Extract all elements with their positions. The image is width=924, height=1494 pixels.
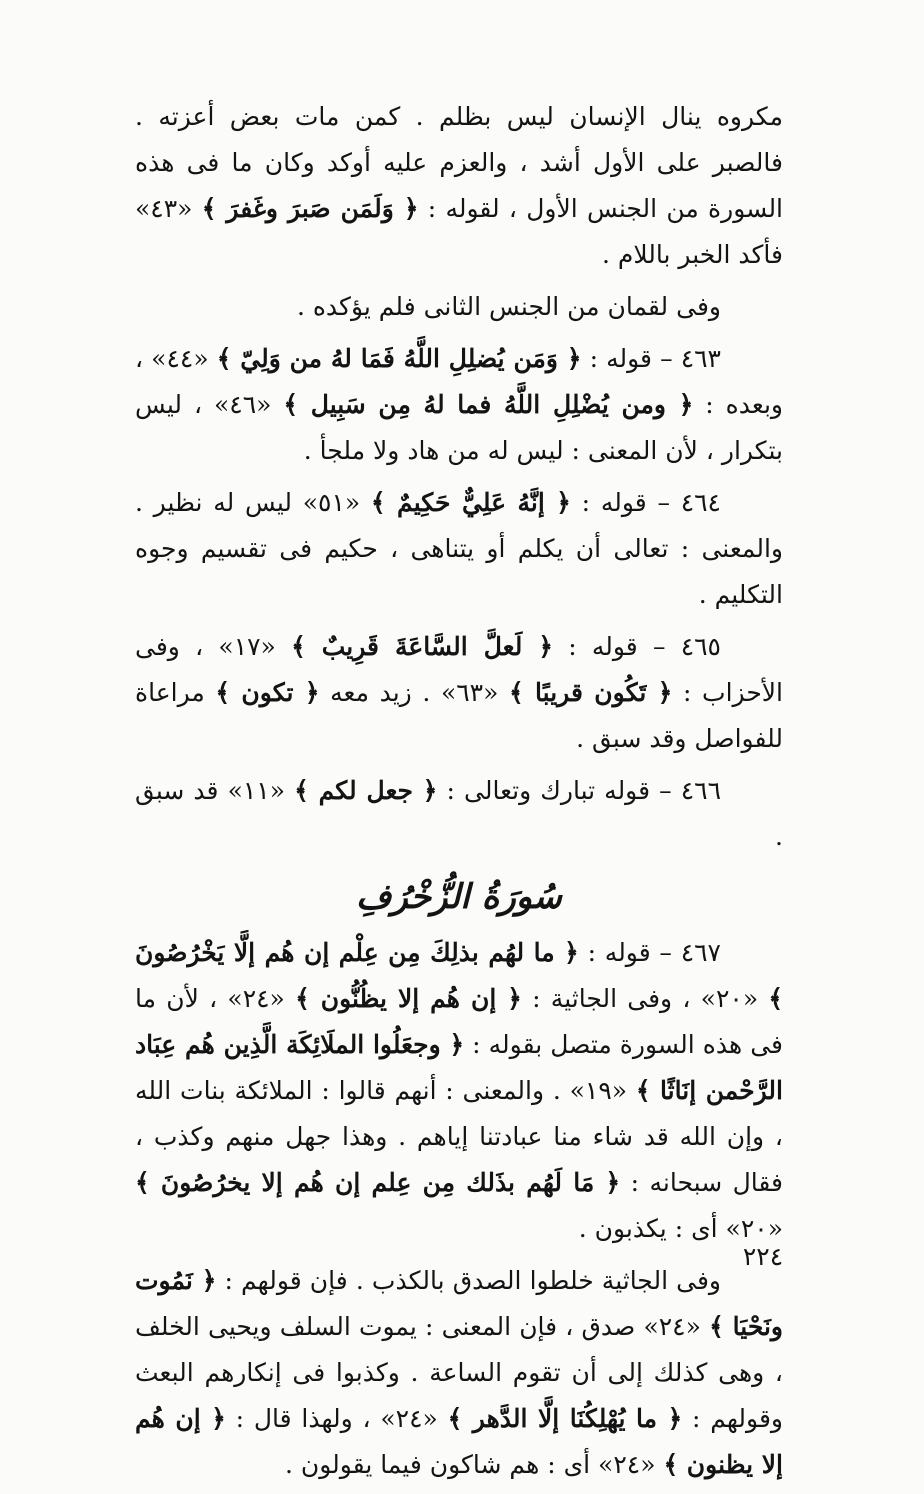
text-run: «٢٤» ، لأن ما فى هذه السورة متصل بقوله : — [135, 984, 783, 1059]
paragraph — [135, 768, 783, 860]
text-run: «١٧» ، وفى الأحزاب : — [135, 632, 783, 707]
text-run: «٤٤» ، وبعده : — [135, 344, 783, 419]
text-run: ٤٦٤ – قوله : — [570, 488, 721, 517]
paragraph — [135, 624, 783, 762]
quran-quote: ﴿ إن هُم إلا يظنون ﴾ — [135, 1404, 783, 1479]
quran-quote: ﴿ تَكُون قريبًا ﴾ — [509, 678, 673, 707]
quran-quote: ﴿ تكون ﴾ — [215, 678, 320, 707]
surah-title: سُورَةُ الزُّخْرُفِ — [356, 877, 562, 917]
text-run: «٦٣» . زيد معه — [319, 678, 510, 707]
paragraph — [135, 284, 783, 330]
section-after-surah — [135, 930, 783, 1488]
quran-quote: ﴿ ومن يُضْلِلِ اللَّهُ فما لهُ مِن سَبِيل ﴾ — [283, 390, 694, 419]
text-run: ٤٦٣ – قوله : — [581, 344, 721, 373]
text-run: «١١» قد سبق . — [135, 776, 783, 851]
text-run: «٢٤» صدق ، فإن المعنى : يموت السلف ويحيى الخلف ، وهى كذلك إلى أن تقوم الساعة . وكذبوا فى إنكارهم البعث وقولهم : — [135, 1312, 783, 1433]
quran-quote: ﴿ لَعلَّ السَّاعَةَ قَرِيبٌ ﴾ — [291, 632, 553, 661]
text-run: ٤٦٦ – قوله تبارك وتعالى : — [437, 776, 722, 805]
text-run: «١٩» . والمعنى : أنهم قالوا : الملائكة بنات الله ، وإن الله قد شاء منا عبادتنا إياهم . وهذا جهل منهم وكذب ، فقال سبحانه : — [135, 1076, 783, 1197]
text-run: مكروه ينال الإنسان ليس بظلم . كمن مات بعض أعزته . فالصبر على الأول أشد ، والعزم عليه أوكد وكان ما فى هذه السورة من الجنس الأول ، لقوله : — [135, 102, 784, 223]
paragraph — [135, 480, 783, 618]
quran-quote: ﴿ نَمُوت ونَحْيَا ﴾ — [135, 1266, 783, 1341]
text-run: مراعاة للفواصل وقد سبق . — [135, 678, 783, 753]
quran-quote: ﴿ وَمَن يُضلِلِ اللَّهُ فَمَا لهُ من وَلِيّ ﴾ — [216, 344, 582, 373]
main-text — [135, 94, 783, 1494]
page-number: ٢٢٤ — [742, 1242, 784, 1271]
text-run: «٤٣» فأكد الخبر باللام . — [135, 194, 783, 269]
quran-quote: ﴿ إنَّهُ عَلِيٌّ حَكِيمٌ ﴾ — [370, 488, 571, 517]
text-run: «٢٤» ، ولهذا قال : — [225, 1404, 448, 1433]
text-run: ٤٦٥ – قوله : — [552, 632, 721, 661]
paragraph — [135, 94, 783, 278]
paragraph — [135, 930, 783, 1252]
quran-quote: ﴿ مَا لَهُم بذَلك مِن عِلم إن هُم إلا يخرُصُونَ ﴾ — [135, 1168, 621, 1197]
text-run: وفى لقمان من الجنس الثانى فلم يؤكده . — [296, 292, 721, 321]
text-run: «٤٦» ، ليس بتكرار ، لأن المعنى : ليس له من هاد ولا ملجأ . — [135, 390, 783, 465]
paragraph — [135, 336, 783, 474]
quran-quote: ﴿ وجعَلُوا الملَائِكَة الَّذِين هُم عِبَاد الرَّحْمن إنَاثًا ﴾ — [135, 1030, 783, 1105]
section-before-surah — [135, 94, 783, 860]
text-run: «٢٠» ، وفى الجاثية : — [521, 984, 769, 1013]
text-run: «٥١» ليس له نظير . والمعنى : تعالى أن يكلم أو يتناهى ، حكيم فى تقسيم وجوه التكليم . — [135, 488, 783, 609]
quran-quote: ﴿ جعل لكم ﴾ — [294, 776, 438, 805]
quran-quote: ﴿ وَلَمَن صَبرَ وغَفرَ ﴾ — [201, 194, 419, 223]
quran-quote: ﴿ ما يُهْلِكُنَا إلَّا الدَّهر ﴾ — [447, 1404, 683, 1433]
paragraph — [135, 1258, 783, 1488]
quran-quote: ﴿ ما لهُم بذلِكَ مِن عِلْم إن هُم إلَّا يَخْرُصُونَ ﴾ — [135, 938, 783, 1013]
text-run: ٤٦٧ – قوله : — [578, 938, 721, 967]
text-run: وفى الجاثية خلطوا الصدق بالكذب . فإن قولهم : — [216, 1266, 721, 1295]
text-run: «٢٤» أى : هم شاكون فيما يقولون . — [284, 1450, 664, 1479]
text-run: «٢٠» أى : يكذبون . — [578, 1214, 783, 1243]
quran-quote: ﴿ إن هُم إلا يظُنُّون ﴾ — [295, 984, 522, 1013]
